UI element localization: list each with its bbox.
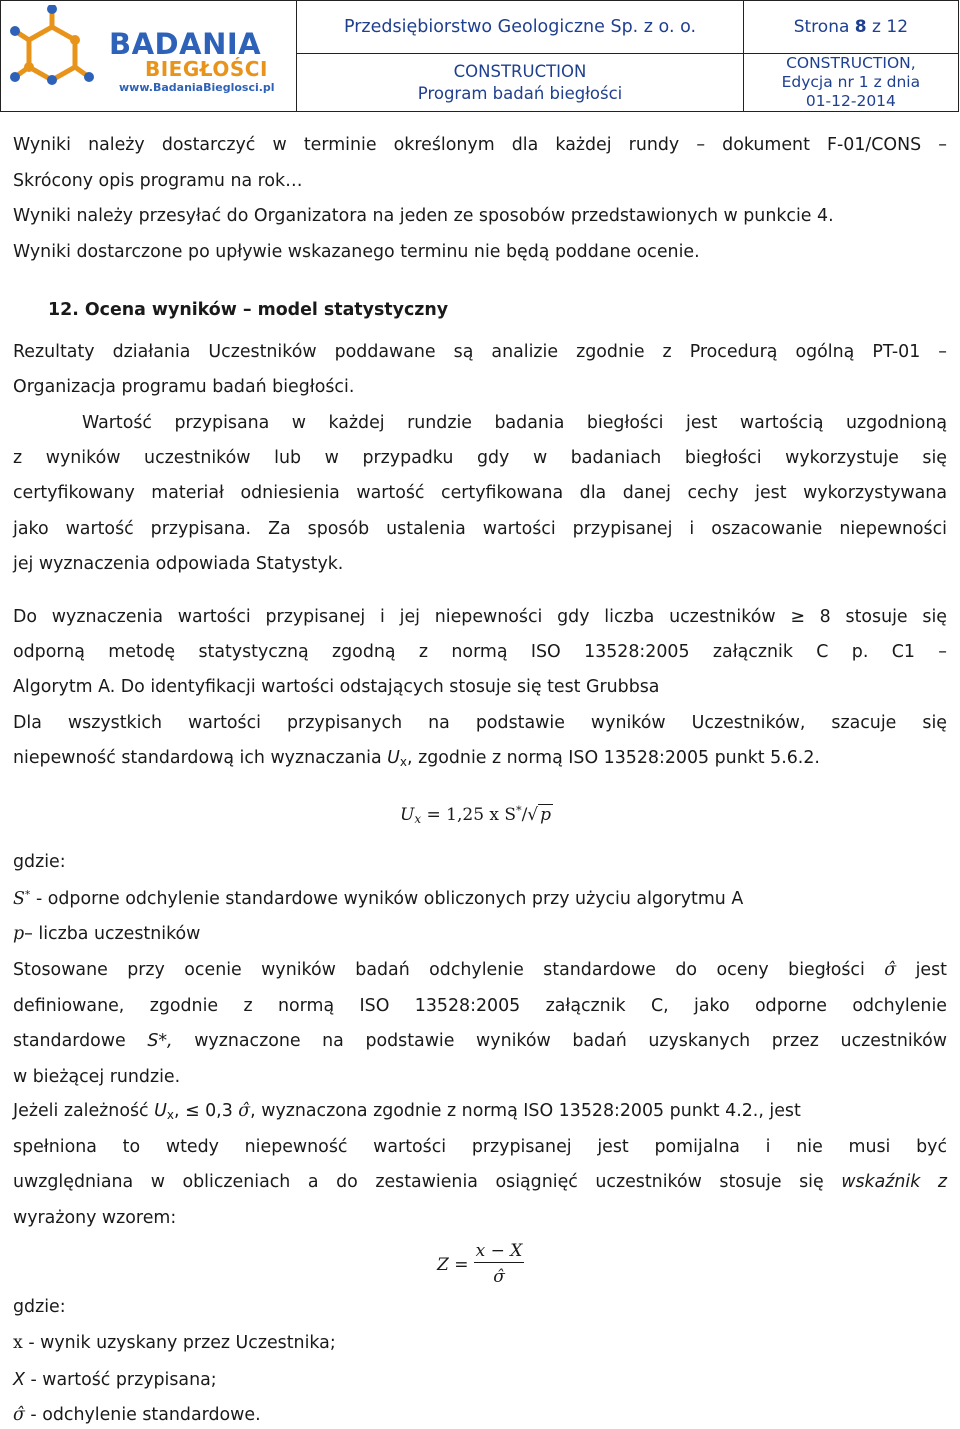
badania-bieglosci-logo <box>7 5 291 105</box>
where1-p-line <box>13 924 947 944</box>
p3-line-1: Do wyznaczenia wartości przypisanej i jej niepewności gdy liczba uczestników ≥ 8 stosuje się <box>13 607 947 627</box>
where2-label: gdzie: <box>13 1297 66 1317</box>
p1-line-1: Rezultaty działania Uczestników poddawane są analizie zgodnie z Procedurą ogólną PT-01 – <box>13 342 947 362</box>
program-name: Program badań biegłości <box>417 83 623 103</box>
formula-z-numerator: x − X <box>475 1241 523 1261</box>
logo-text-main: BADANIA <box>109 27 262 61</box>
sigma-symbol: σ̂ <box>884 960 897 980</box>
page-indicator <box>743 1 958 54</box>
intro-line-4: Wyniki dostarczone po upływie wskazanego terminu nie będą poddane ocenie. <box>13 242 700 262</box>
intro-line-2: Skrócony opis programu na rok… <box>13 171 303 191</box>
p3-line-5-text: niepewność standardową ich wyznaczania <box>13 748 388 768</box>
p4-line-1 <box>13 960 947 980</box>
section-heading: 12. Ocena wyników – model statystyczny <box>48 300 449 320</box>
edition-date: 01-12-2014 <box>805 92 896 110</box>
formula-ux-sub: x <box>414 812 422 826</box>
sigma-desc: - odchylenie standardowe. <box>24 1405 261 1425</box>
formula-ux-slash: / <box>521 805 528 825</box>
p4-line-2: definiowane, zgodnie z normą ISO 13528:2005 załącznik C, jako odporne odchylenie <box>13 996 947 1016</box>
p-symbol: p <box>13 924 25 944</box>
molecule-icon <box>7 5 107 105</box>
ux-symbol: U <box>387 748 400 768</box>
logo-text-sub: BIEGŁOŚCI <box>145 57 268 81</box>
p4-line-1-end: jest <box>915 960 948 980</box>
p3-line-5-end: , zgodnie z normą ISO 13528:2005 punkt 5.6.2. <box>407 748 820 768</box>
p2-line-4: jako wartość przypisana. Za sposób ustalenia wartości przypisanej i oszacowanie niepewności <box>13 519 947 539</box>
page-total: 12 <box>886 17 909 37</box>
ux-subscript-2: x <box>166 1108 174 1122</box>
s-star-symbol: S*, <box>147 1031 173 1051</box>
where1-s-line <box>13 888 947 909</box>
ux-symbol-2: U <box>154 1101 167 1121</box>
p4-line-3-a: standardowe <box>13 1031 126 1051</box>
x-symbol: x <box>13 1333 23 1353</box>
edition-cell <box>743 54 958 112</box>
formula-ux-eq: = 1,25 x S <box>426 805 517 825</box>
page-of: z <box>872 17 881 37</box>
formula-ux-sup: * <box>516 804 522 817</box>
p5-line-4: wyrażony wzorem: <box>13 1208 177 1228</box>
formula-ux <box>400 804 553 826</box>
logo-cell <box>1 1 297 112</box>
X-symbol: X <box>13 1370 25 1390</box>
p2-line-2: z wyników uczestników lub w przypadku gdy w badaniach biegłości wykorzystuje się <box>13 448 947 468</box>
s-desc: - odporne odchylenie standardowe wyników obliczonych przy użyciu algorytmu A <box>30 889 744 909</box>
p4-line-3-b: wyznaczone na podstawie wyników badań uzyskanych przez uczestników <box>194 1031 947 1051</box>
x-desc: - wynik uzyskany przez Uczestnika; <box>22 1333 336 1353</box>
p2-line-5: jej wyznaczenia odpowiada Statystyk. <box>13 554 344 574</box>
formula-ux-lhs: U <box>400 805 415 825</box>
p5-line-3-a: uwzględniana w obliczeniach a do zestawienia osiągnięć uczestników stosuje się <box>13 1172 824 1192</box>
p5-line-3 <box>13 1172 947 1192</box>
where2-X-line <box>13 1370 947 1390</box>
ux-subscript: x <box>399 755 408 769</box>
p5-line-1 <box>13 1101 947 1122</box>
formula-ux-radicand: p <box>540 805 552 825</box>
p2-line-1: Wartość przypisana w każdej rundzie badania biegłości jest wartością uzgodnioną <box>82 413 947 433</box>
p3-line-4: Dla wszystkich wartości przypisanych na podstawie wyników Uczestników, szacuje się <box>13 713 947 733</box>
company-name <box>297 1 743 54</box>
p5-line-1-c: , wyznaczona zgodnie z normą ISO 13528:2005 punkt 4.2., jest <box>250 1101 801 1121</box>
intro-line-1: Wyniki należy dostarczyć w terminie określonym dla każdej rundy – dokument F-01/CONS – <box>13 135 947 155</box>
formula-z-lhs: Z = <box>437 1255 469 1275</box>
sigma-symbol-3: σ̂ <box>13 1405 25 1425</box>
intro-line-3: Wyniki należy przesyłać do Organizatora na jeden ze sposobów przedstawionych w punkcie 4. <box>13 206 834 226</box>
logo-url: www.BadaniaBieglosci.pl <box>119 81 275 94</box>
page-header <box>0 0 959 112</box>
z-index-term: wskaźnik z <box>841 1172 947 1192</box>
p1-line-2: Organizacja programu badań biegłości. <box>13 377 355 397</box>
p-desc: – liczba uczestników <box>24 924 201 944</box>
sigma-symbol-2: σ̂ <box>238 1101 251 1121</box>
page-number: 8 <box>854 17 867 37</box>
where2-sigma-line <box>13 1405 947 1425</box>
p3-line-2: odporną metodę statystyczną zgodną z normą ISO 13528:2005 załącznik C p. C1 – <box>13 642 947 662</box>
sqrt-sign: √ <box>527 805 539 825</box>
p4-line-1-text: Stosowane przy ocenie wyników badań odchylenie standardowe do oceny biegłości <box>13 960 865 980</box>
program-code: CONSTRUCTION <box>453 61 587 81</box>
p5-line-1-b: , ≤ 0,3 <box>173 1101 239 1121</box>
formula-z-denominator: σ̂ <box>493 1267 505 1287</box>
p3-line-3: Algorytm A. Do identyfikacji wartości odstających stosuje się test Grubbsa <box>13 677 660 697</box>
edition-text: Edycja nr 1 z dnia <box>781 73 921 91</box>
p4-line-4: w bieżącej rundzie. <box>13 1067 181 1087</box>
p5-line-2: spełniona to wtedy niepewność wartości przypisanej jest pomijalna i nie musi być <box>13 1137 947 1157</box>
s-symbol: S <box>13 889 25 909</box>
where2-x-line <box>13 1333 947 1353</box>
page-label: Strona <box>793 17 850 37</box>
X-desc: - wartość przypisana; <box>24 1370 217 1390</box>
where1-label: gdzie: <box>13 852 66 872</box>
p3-line-5 <box>13 748 947 769</box>
p5-line-1-a: Jeżeli zależność <box>13 1101 155 1121</box>
s-sup: * <box>24 888 31 901</box>
company-name-text: Przedsiębiorstwo Geologiczne Sp. z o. o. <box>343 17 697 37</box>
p2-line-3: certyfikowany materiał odniesienia wartość certyfikowana dla danej cechy jest wykorzystywana <box>13 483 947 503</box>
p4-line-3 <box>13 1031 947 1051</box>
program-cell <box>297 54 743 112</box>
edition-code: CONSTRUCTION, <box>786 54 916 72</box>
